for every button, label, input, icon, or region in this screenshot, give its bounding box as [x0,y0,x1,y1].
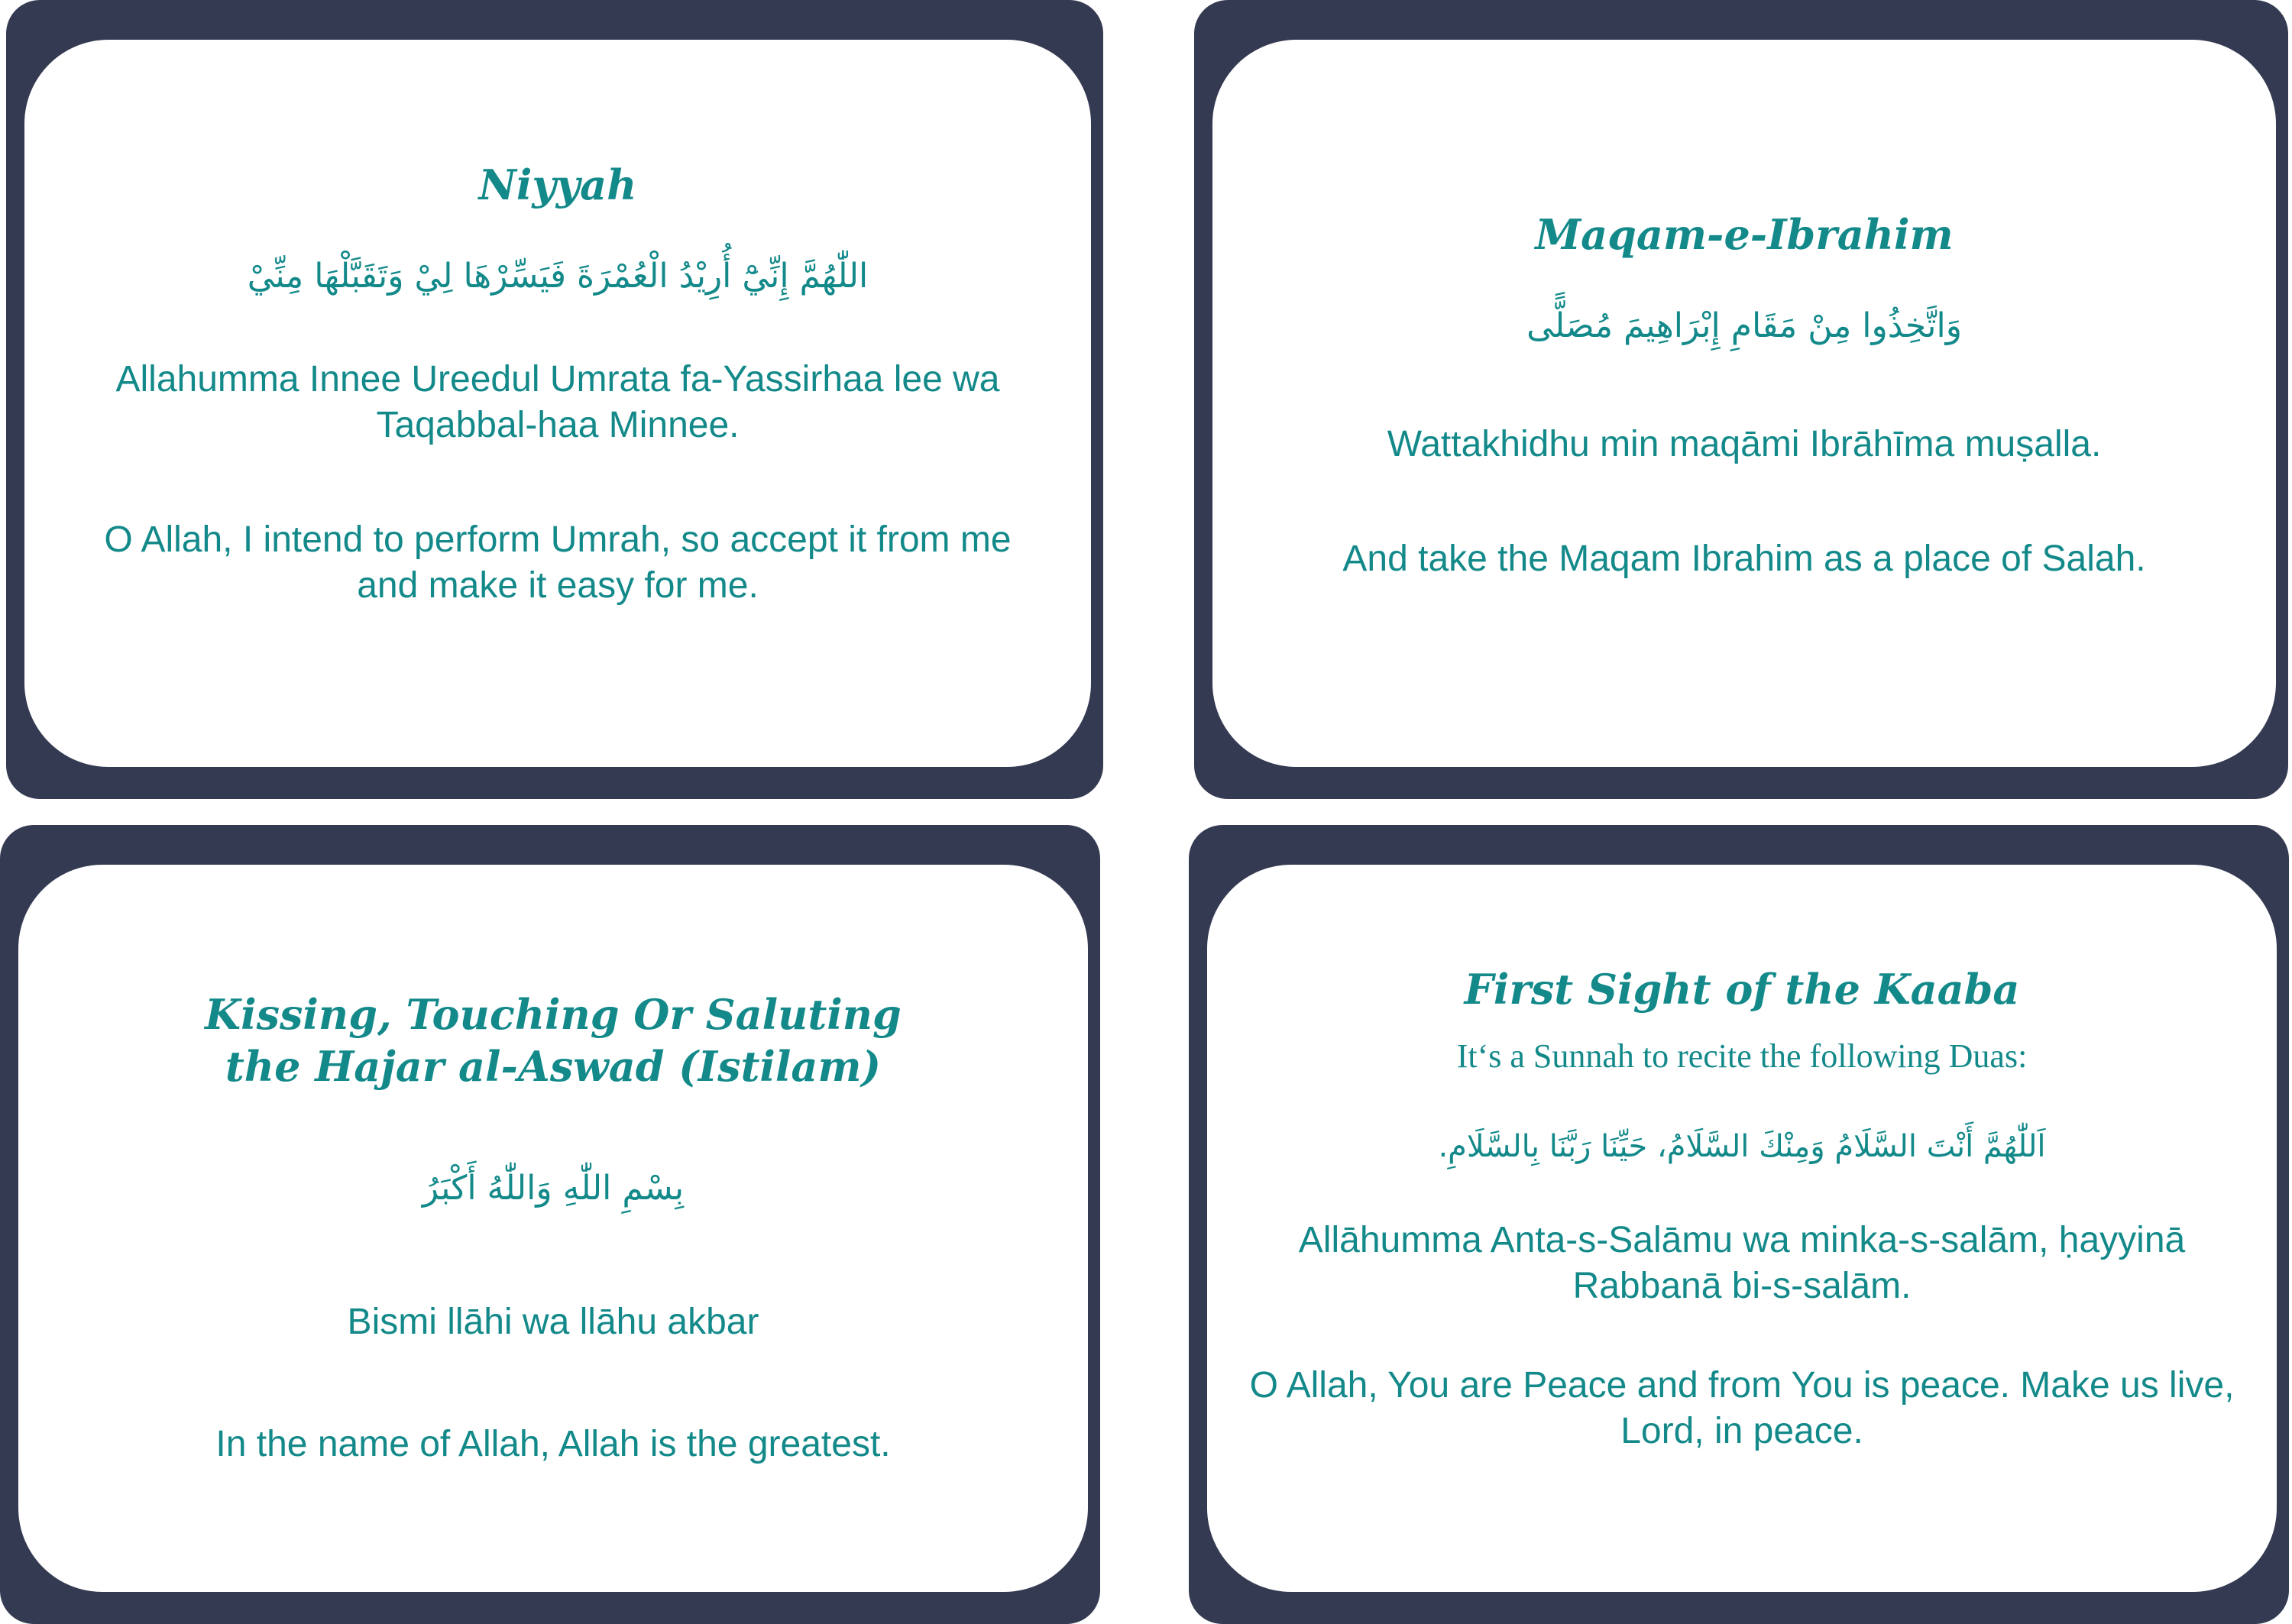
card-hajar [18,865,1088,1592]
card-arabic-text: اللّٰهُمَّ إِنِّيْٓ أُرِيْدُ الْعُمْرَةَ فَيَسِّرْهَا لِيْ وَتَقَبَّلْهَا مِنِّيْ [247,257,869,296]
card-title: Maqam-e-Ibrahim [1535,209,1954,259]
card-title: First Sight of the Kaaba [1464,964,2020,1014]
card-translation: And take the Maqam Ibrahim as a place of Salah. [1342,539,2146,580]
card-subtitle: It‘s a Sunnah to recite the following Duas: [1456,1037,2028,1076]
card-translation: O Allah, I intend to perform Umrah, so accept it from me and make it easy for me. [104,519,1012,607]
card-arabic-text: اَللّٰهُمَّ أَنْتَ السَّلَامُ وَمِنْكَ السَّلَامُ، حَيِّنَا رَبَّنَا بِالسَّلَامِ. [1438,1129,2046,1165]
card-translation: In the name of Allah, Allah is the greatest. [215,1424,891,1464]
card-transliteration: Allāhumma Anta-s-Salāmu wa minka-s-salām, ḥayyinā Rabbanā bi-s-salām. [1298,1220,2186,1307]
card-title: Kissing, Touching Or Saluting the Hajar al-Aswad (Istilam) [205,990,902,1091]
card-arabic-text: بِسْمِ اللّٰهِ وَاللّٰهُ أَكْبَرُ [422,1169,685,1208]
card-transliteration: Bismi llāhi wa llāhu akbar [347,1302,759,1342]
card-title: Niyyah [478,160,637,209]
card-transliteration: Wattakhidhu min maqāmi Ibrāhīma muṣalla. [1387,424,2102,465]
card-arabic-text: وَاتَّخِذُوا مِنْ مَقَامِ إِبْرَاهِيمَ مُصَلًّى [1526,306,1962,346]
card-niyyah [24,40,1091,767]
card-transliteration: Allahumma Innee Ureedul Umrata fa-Yassirhaa lee wa Taqabbal-haa Minnee. [115,359,1000,446]
card-translation: O Allah, You are Peace and from You is peace. Make us live, Lord, in peace. [1249,1365,2235,1452]
card-maqam [1212,40,2276,767]
card-kaaba [1207,865,2277,1592]
